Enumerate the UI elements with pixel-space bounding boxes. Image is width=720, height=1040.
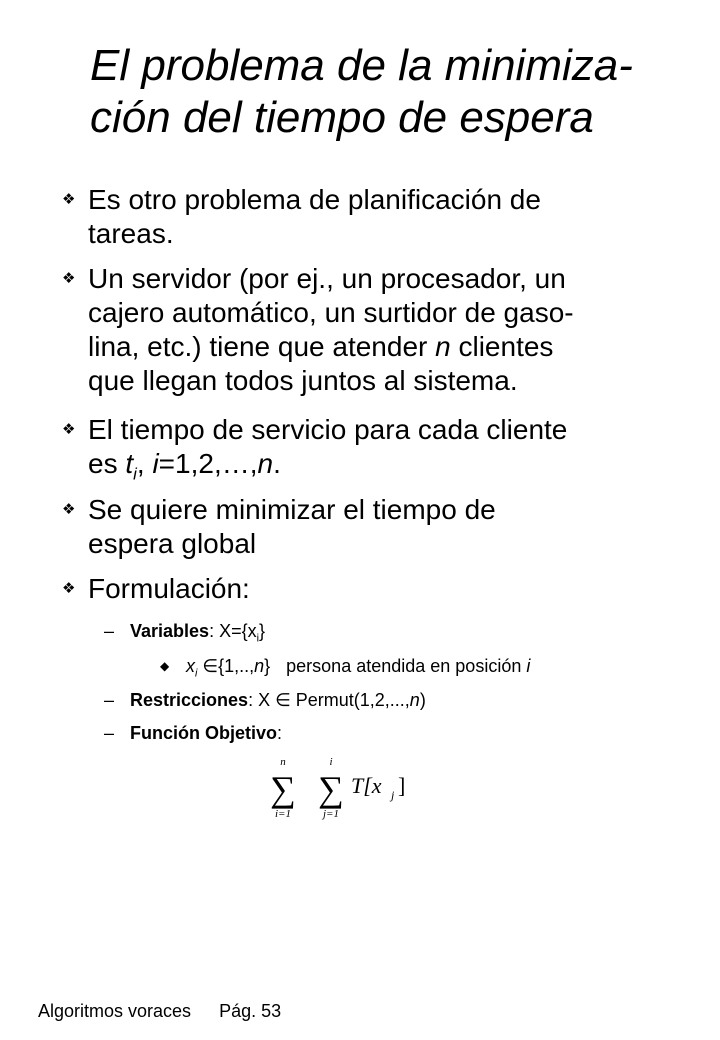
bullet-3-text: , (136, 448, 153, 479)
slide-title (90, 40, 700, 144)
bullet-3-t: t (125, 448, 134, 479)
bullet-3-text: =1,2,…, (158, 448, 258, 479)
diamond-bullet-icon: ❖ (62, 580, 76, 597)
formula-term-close: ] (398, 773, 406, 798)
title-line-1: El problema de la minimiza- (90, 41, 633, 90)
dash-marker: – (104, 723, 115, 743)
domain-i: i (526, 656, 531, 676)
domain-desc: persona atendida en posición (286, 656, 527, 676)
variables-close: } (259, 621, 266, 641)
dash-marker: – (104, 690, 115, 710)
restricciones-n: n (409, 690, 420, 710)
sub-item-funcion-objetivo (104, 721, 282, 745)
diamond-bullet-icon: ❖ (62, 191, 76, 208)
bullet-1 (62, 183, 668, 251)
bullet-3-line-1: El tiempo de servicio para cada cliente (88, 414, 568, 445)
sub-item-restricciones (104, 688, 426, 712)
funcion-objetivo-label: Función Objetivo (130, 723, 277, 743)
inner-sum-sigma-icon: ∑ (318, 769, 344, 809)
bullet-2-line-1: Un servidor (por ej., un procesador, un (88, 263, 566, 294)
bullet-3-i: i (152, 448, 159, 479)
bullet-5 (62, 572, 668, 606)
bullet-2-text: clientes (450, 331, 554, 362)
domain-set: ∈{1,.., (197, 656, 255, 676)
sub-item-variables (104, 619, 265, 651)
variables-sub: i (256, 632, 259, 645)
formula-term-sub: j (391, 788, 395, 802)
bullet-5-line-1: Formulación: (88, 573, 250, 604)
dash-marker: – (104, 621, 115, 641)
diamond-bullet-icon: ❖ (62, 421, 76, 438)
bullet-1-line-2: tareas. (88, 218, 174, 249)
bullet-2-n: n (435, 331, 451, 362)
objective-formula (265, 755, 425, 825)
bullet-3-n: n (257, 448, 274, 479)
restricciones-text: : X ∈ Permut(1,2,..., (248, 690, 410, 710)
title-line-2: ción del tiempo de espera (90, 93, 594, 142)
restricciones-close: ) (419, 690, 426, 710)
bullet-2-line-3 (88, 330, 668, 364)
bullet-2 (62, 262, 668, 398)
domain-var: x (186, 656, 195, 676)
outer-sum-lower: i=1 (275, 808, 291, 820)
bullet-2-line-2: cajero automático, un surtidor de gaso- (88, 297, 574, 328)
bullet-2-text: lina, etc.) tiene que atender (88, 331, 436, 362)
domain-n: n (254, 656, 265, 676)
bullet-4 (62, 493, 668, 561)
domain-sub: i (195, 667, 198, 680)
formula-term: T[x (351, 773, 382, 798)
bullet-3-text: . (273, 448, 281, 479)
variables-text: : X={x (209, 621, 257, 641)
bullet-4-line-2: espera global (88, 528, 257, 559)
bullet-3-line-2 (88, 447, 668, 492)
small-diamond-icon: ◆ (160, 659, 170, 673)
bullet-3 (62, 413, 668, 492)
funcion-objetivo-colon: : (277, 723, 283, 743)
domain-close: } (264, 656, 271, 676)
variables-label: Variables (130, 621, 210, 641)
diamond-bullet-icon: ❖ (62, 270, 76, 287)
outer-sum-sigma-icon: ∑ (270, 769, 296, 809)
restricciones-label: Restricciones (130, 690, 249, 710)
footer-page-number: Pág. 53 (219, 1001, 282, 1021)
bullet-4-line-1: Se quiere minimizar el tiempo de (88, 494, 496, 525)
footer (38, 1000, 281, 1022)
sub-sub-item-domain (186, 654, 530, 686)
inner-sum-upper: i (329, 756, 333, 768)
bullet-3-text: es (88, 448, 126, 479)
outer-sum-upper: n (280, 756, 286, 768)
bullet-1-line-1: Es otro problema de planificación de (88, 184, 541, 215)
inner-sum-lower: j=1 (323, 808, 339, 820)
bullet-3-sub-i: i (133, 464, 137, 484)
diamond-bullet-icon: ❖ (62, 501, 76, 518)
footer-course: Algoritmos voraces (38, 1001, 192, 1021)
bullet-2-line-4: que llegan todos juntos al sistema. (88, 365, 518, 396)
